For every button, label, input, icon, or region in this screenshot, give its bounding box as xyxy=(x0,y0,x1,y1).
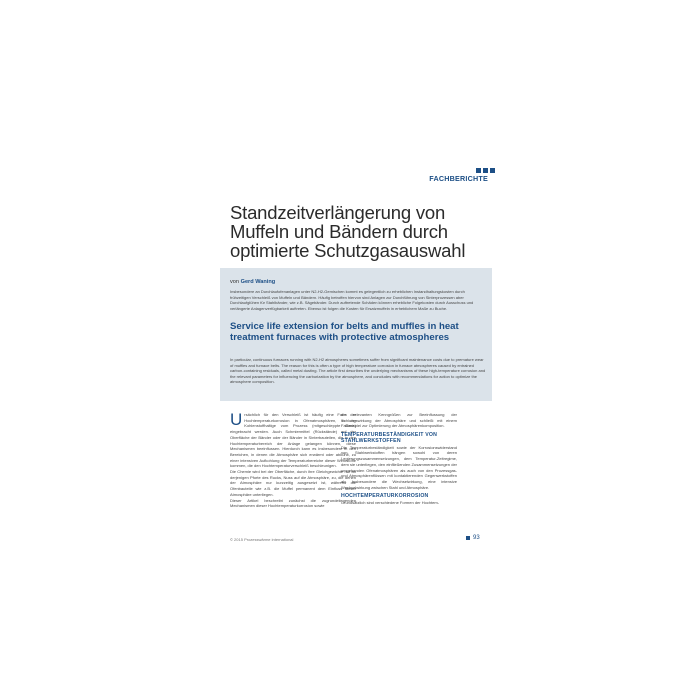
body-paragraph: die relevanten Kenngrößen zur Beeinflussung der Kohlungswirkung der Atmosphäre und schließt mit einem Fallbeispiel zur Optimierung der Atmosphärenkomposition. xyxy=(341,412,457,429)
subheading: HOCHTEMPERATURKORROSION xyxy=(341,493,429,500)
subheading: TEMPERATURBESTÄNDIGKEIT VON STAHLWERKSTOFFEN xyxy=(341,432,438,444)
article-title-english: Service life extension for belts and muffles in heat treatment furnaces with protective atmospheres xyxy=(230,321,459,343)
marker-square xyxy=(490,168,495,173)
section-label: FACHBERICHTE xyxy=(429,174,488,183)
section-marker-squares xyxy=(476,168,495,173)
marker-square xyxy=(476,168,481,173)
article-title: Standzeitverlängerung von Muffeln und Bändern durch optimierte Schutzgasauswahl xyxy=(230,202,466,261)
body-column-left xyxy=(230,412,356,509)
body-paragraph: Die Chemie wird bei der Oberfläche, durch ihre Gleichgewichte nur an derjenigen Pforte des Rucks, Nuss auf die Atmosphäre, zu, die denen der Atmosphäre nur kurzzeitig ausgesetzt ist, während die Ofenbauteile wie z.B. die Muffel permanent dem Einfluss dieser Atmosphäre unterliegen. xyxy=(230,469,356,497)
author-prefix: von xyxy=(230,279,240,285)
marker-square xyxy=(483,168,488,173)
body-paragraph xyxy=(230,412,356,469)
body-paragraph: Die Temperaturbeständigkeit sowie der Korrosionswiderstand von Stahlwerkstoffen hängen sowohl von deren Legierungszusammensetzungen, dem Temperatur-Zeitregime, dem sie unterliegen, den einfließenden Zusammensetzungen der umgebenden Ofenatmosphären als auch von den Prozessgas- und Atmosphärenflüssen mit kontaktierenden Gegenwerkstoffen ab. Insbesondere die Wechselwirkung, eine intensive Wechselwirkung zwischen Stahl und Atmosphäre. xyxy=(341,444,457,490)
page-marker-square xyxy=(466,536,470,540)
drop-cap: U xyxy=(230,410,243,429)
author-name: Gerd Waning xyxy=(240,279,276,285)
body-column-right xyxy=(341,412,457,506)
body-paragraph: Grundsätzlich sind verschiedene Formen der Hochtem- xyxy=(341,500,440,506)
author-line xyxy=(230,279,275,285)
page-number: 93 xyxy=(473,535,480,541)
footer-copyright: © 2015 Prozesswärme international xyxy=(230,537,294,542)
footer-page xyxy=(466,535,480,541)
body-paragraph-text: rsächlich für den Verschleiß ist häufig eine Form der Hochtemperaturkorrosion in Ofenatmosphären, in der Kohlenstoffhaltige vom Prozess (mitgeschleppte Gase) eingebracht werden. Auch Schmiermittel (Rückstände) auf der Oberfläche der Bänder oder der Bänder in Sinterbauteilen, die in den Hochtemperaturbereich der Anlage gelangen können, diese Mechanismen beeinflussen. Hierdurch kann es insbesondere in den Bereichen, in denen die Atmosphäre sich erwärmt oder abkühlt, zu einer intensiven Aufkohlung der Temperaturbereiche dieser Werkstoffe kommen, die den Hochtemperaturverschleiß beschleunigen. xyxy=(230,412,356,469)
abstract-english: In particular, continuous furnaces running with N2-H2 atmospheres sometimes suffer from significant maintenance costs due to premature wear of muffles and furnace belts. The reason for this is often a type of high temperature corrosion in furnace atmospheres caused by entrained carbon-containing residuals, called metal dusting. The article first describes the underlying mechanisms of these high-temperature corrosion and the relevant parameters for influencing the carburization by the atmosphere, and concludes with recommendations for action to optimize the atmosphere composition. xyxy=(230,357,486,385)
abstract-german: Insbesondere an Durchlaufofenanlagen unter N2-H2-Gemischen kommt es gelegentlich zu erheblichen Instandhaltungskosten durch frühzeitigen Verschleiß von Muffeln und Bändern. Häufig betroffen hiervon sind Anlagen zur Durchführung von Sinterprozessen aber Durchlaufglühen für Stahlbänder, wie z.B. Sägebänder. Durch auftretende Schäden können erhebliche Folgekosten durch Ausschuss und verlängerte Anlagenverfügbarkeit auftreten. Ebenso ist folgen die Kosten für Ersatzmuffeln in erheblichem Maße zu Buche. xyxy=(230,289,474,311)
body-paragraph: Dieser Artikel beschreibt zunächst die zugrundeliegenden Mechanismen dieser Hochtemperaturkorrosion sowie xyxy=(230,497,356,509)
